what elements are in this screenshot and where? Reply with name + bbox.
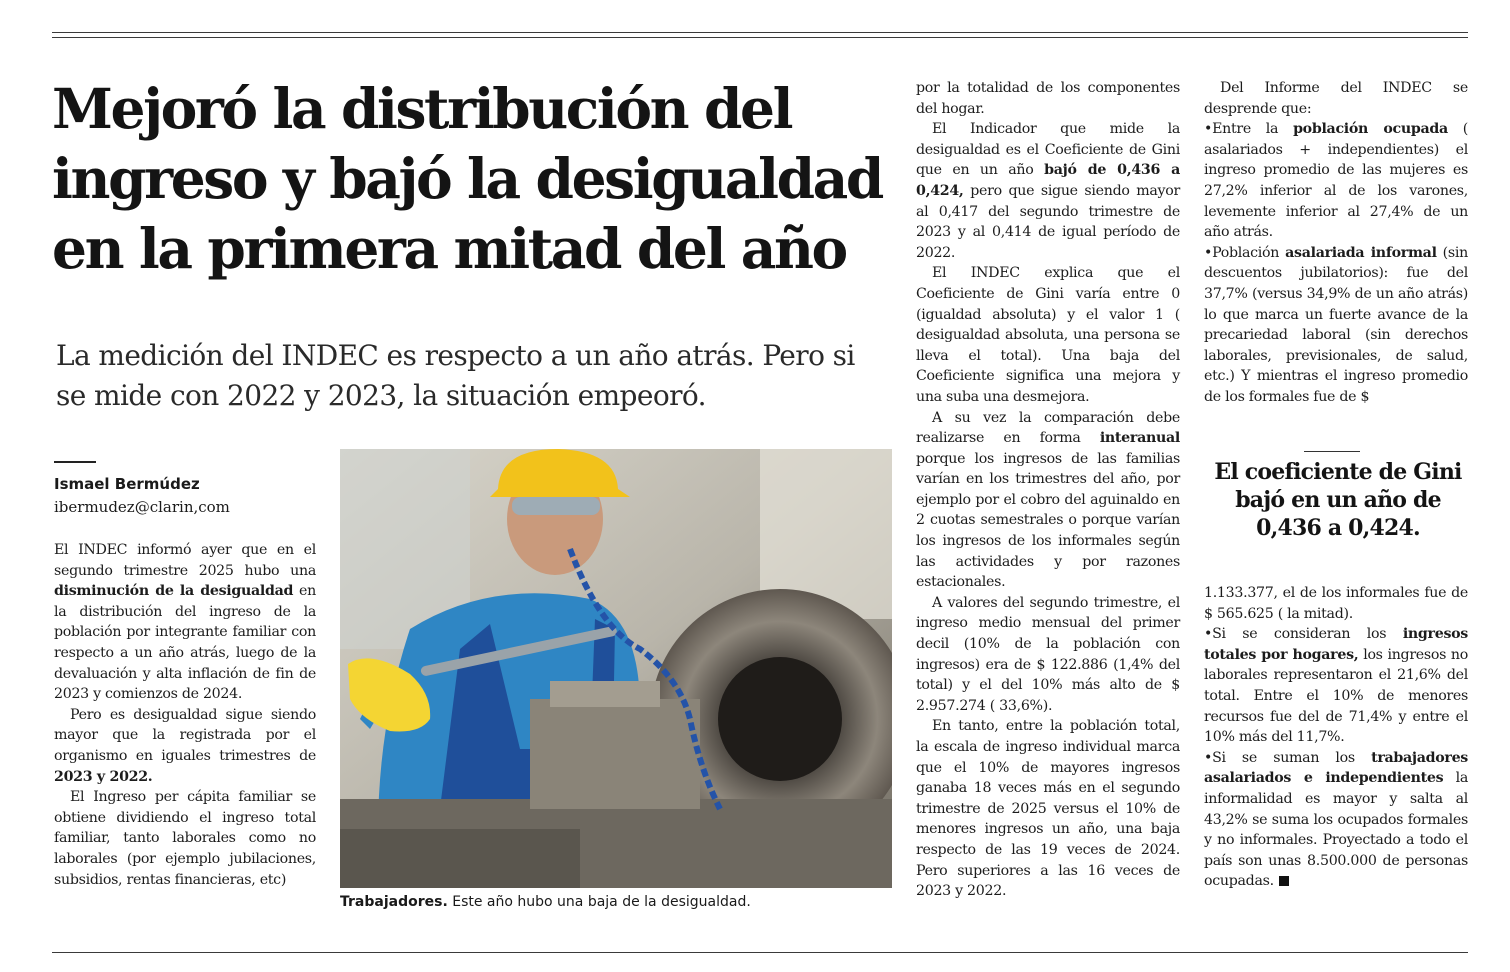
col2-paragraph-4 — [916, 408, 1180, 593]
col2-p2-text-a: El Indicador que mide la desigualdad es el Coeficiente de Gini que en un año — [916, 121, 1180, 179]
photo-caption — [340, 894, 900, 910]
col1-paragraph-3: El Ingreso per cápita familiar se obtiene dividiendo el ingreso total familiar, tanto laborales como no laborales (por ejemplo jubilaciones, subsidios, rentas financieras, etc) — [54, 789, 316, 888]
col3-b4-bold: trabajadores asalariados e independientes — [1204, 749, 1468, 787]
col3-b2-bold: asalariada informal — [1285, 244, 1437, 261]
col1-p1-text-a: El INDEC informó ayer que en el segundo trimestre 2025 hubo una — [54, 542, 316, 579]
column-3-bottom — [1204, 583, 1468, 892]
article-photo — [340, 449, 892, 888]
lathe-tool-post — [530, 699, 700, 809]
col2-paragraph-1: por la totalidad de los componentes del hogar. — [916, 80, 1180, 117]
col3-b3-text-c: los ingresos no laborales representaron el 21,6% del total. Entre el 10% de menores recursos fue del de 71,4% y entre el 10% más del 11,7%. — [1204, 646, 1468, 746]
column-1 — [54, 540, 316, 890]
col3-b1-text-a: •Entre la — [1204, 121, 1294, 138]
col2-paragraph-5: A valores del segundo trimestre, el ingreso medio mensual del primer decil (10% de la población con ingresos) era de $ 122.886 (1,4% del total) y el del 10% más alto de $ 2.957.274 ( 33,6%). — [916, 594, 1180, 714]
caption-text: Este año hubo una baja de la desigualdad. — [447, 894, 751, 910]
col2-p4-text-c: porque los ingresos de las familias varían en los trimestres del año, por ejemplo por el cobro del aguinaldo en 2 cuotas semestrales o porque varían los ingresos de los informales según las actividades y por razones estacionales. — [916, 450, 1180, 591]
col2-paragraph-6: En tanto, entre la población total, la escala de ingreso individual marca que el 10% de mayores ingresos ganaba 18 veces más en el segundo trimestre de 2025 versus el 10% de menores ingresos un año, una baja respecto de las 19 veces de 2024. Pero superiores a las 16 veces de 2023 y 2022. — [916, 718, 1180, 900]
col3-bullet-2 — [1204, 243, 1468, 408]
col3-bullet-1 — [1204, 119, 1468, 243]
col3-b3-text-a: •Si se consideran los — [1204, 626, 1403, 643]
col3-b1-text-c: ( asalariados + independientes) el ingreso promedio de las mujeres es 27,2% inferior al de los varones, levemente inferior al 27,4% de un año atrás. — [1204, 121, 1468, 241]
col3-paragraph-1: Del Informe del INDEC se desprende que: — [1204, 80, 1468, 117]
worker-lathe-image — [340, 449, 892, 888]
col1-p2-text-a: Pero es desigualdad sigue siendo mayor que la registrada por el organismo en iguales trimestres de — [54, 706, 316, 764]
col3-continuation: 1.133.377, el de los informales fue de $ 565.625 ( la mitad). — [1204, 585, 1468, 622]
caption-label: Trabajadores. — [340, 894, 448, 910]
top-rule-1 — [52, 32, 1468, 33]
col2-paragraph-3: El INDEC explica que el Coeficiente de Gini varía entre 0 (igualdad absoluta) y el valor 1 ( desigualdad absoluta, una persona se lleva el total). Una baja del Coeficiente significa una mejora y una suba una desmejora. — [916, 265, 1180, 405]
col3-b2-text-a: •Población — [1204, 244, 1286, 261]
column-2 — [916, 78, 1180, 902]
bottom-rule — [52, 952, 1468, 953]
author-name: Ismael Bermúdez — [54, 475, 200, 493]
col3-b2-text-c: (sin descuentos jubilatorios): fue del 37,7% (versus 34,9% de un año atrás) lo que marca un fuerte avance de la precariedad laboral (sin derechos laborales, previsionales, de salud, etc.) Y mientras el ingreso promedio de los formales fue de $ — [1204, 244, 1468, 405]
col3-b3-bold: ingresos totales por hogares, — [1204, 626, 1468, 663]
worker-goggles — [512, 497, 600, 515]
col2-p2-text-c: pero que sigue siendo mayor al 0,417 del segundo trimestre de 2023 y al 0,414 de igual período de 2022. — [916, 182, 1180, 261]
col1-p2-bold: 2023 y 2022. — [54, 768, 153, 785]
top-rule-2 — [52, 37, 1468, 38]
col1-paragraph-1 — [54, 540, 316, 705]
col2-p4-bold: interanual — [1099, 430, 1180, 447]
col3-bullet-3 — [1204, 624, 1468, 748]
author-email: ibermudez@clarin,com — [54, 498, 230, 516]
col3-b1-bold: población ocupada — [1293, 121, 1448, 138]
col2-p4-text-a: A su vez la comparación debe realizarse en forma — [916, 409, 1180, 447]
col1-p1-text-c: en la distribución del ingreso de la población por integrante familiar con respecto a un año atrás, luego de la devaluación y alta inflación de fin de 2023 y comienzos de 2024. — [54, 583, 316, 703]
col3-b4-text-a: •Si se suman los — [1204, 749, 1372, 766]
subheadline: La medición del INDEC es respecto a un año atrás. Pero si se mide con 2022 y 2023, la situación empeoró. — [56, 339, 855, 412]
col2-paragraph-2 — [916, 119, 1180, 263]
col3-bullet-4 — [1204, 748, 1468, 892]
byline-rule — [54, 461, 96, 463]
col2-p2-bold: bajó de 0,436 a 0,424, — [916, 162, 1181, 199]
pullquote-rule — [1304, 451, 1360, 452]
pullquote: El coeficiente de Gini bajó en un año de 0,436 a 0,424. — [1214, 459, 1462, 541]
col1-paragraph-2 — [54, 705, 316, 787]
col3-b4-text-c: la informalidad es mayor y salta al 43,2% se suma los ocupados formales y no informales. Proyectado a todo el país son unas 8.500.000 de personas ocupadas. — [1204, 770, 1468, 890]
column-3-top — [1204, 78, 1468, 408]
end-of-article-mark — [1279, 876, 1289, 886]
col1-p1-bold: disminución de la desigualdad — [54, 583, 294, 600]
headline: Mejoró la distribución del ingreso y bajó la desigualdad en la primera mitad del año — [52, 76, 882, 281]
